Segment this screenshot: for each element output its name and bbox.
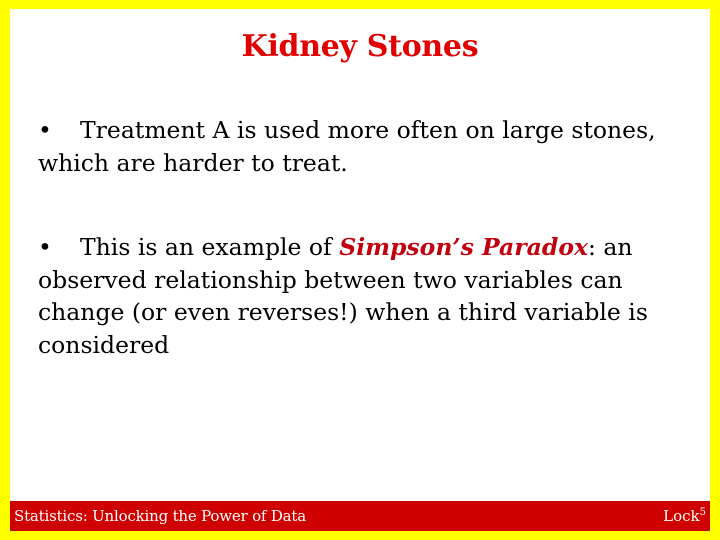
footer-book-title: Statistics: Unlocking the Power of Data [14, 507, 306, 525]
bullet-2-text-after: : an observed relationship between two variables can change (or even reverses!) when a third variable is considered [38, 233, 648, 359]
bullet-marker: • [38, 233, 52, 261]
footer-author [663, 507, 706, 525]
bullet-2 [38, 231, 703, 361]
footer-author-superscript: 5 [699, 507, 706, 518]
footer-bar [10, 501, 710, 531]
simpsons-paradox-term: Simpson’s Paradox [339, 233, 589, 261]
bullet-1 [38, 114, 703, 179]
bullet-2-text-before: This is an example of [80, 233, 340, 261]
bullet-marker: • [38, 116, 52, 144]
footer-author-name: Lock [663, 507, 700, 525]
bullet-1-text: Treatment A is used more often on large stones, which are harder to treat. [38, 116, 656, 177]
slide-title: Kidney Stones [241, 29, 479, 64]
